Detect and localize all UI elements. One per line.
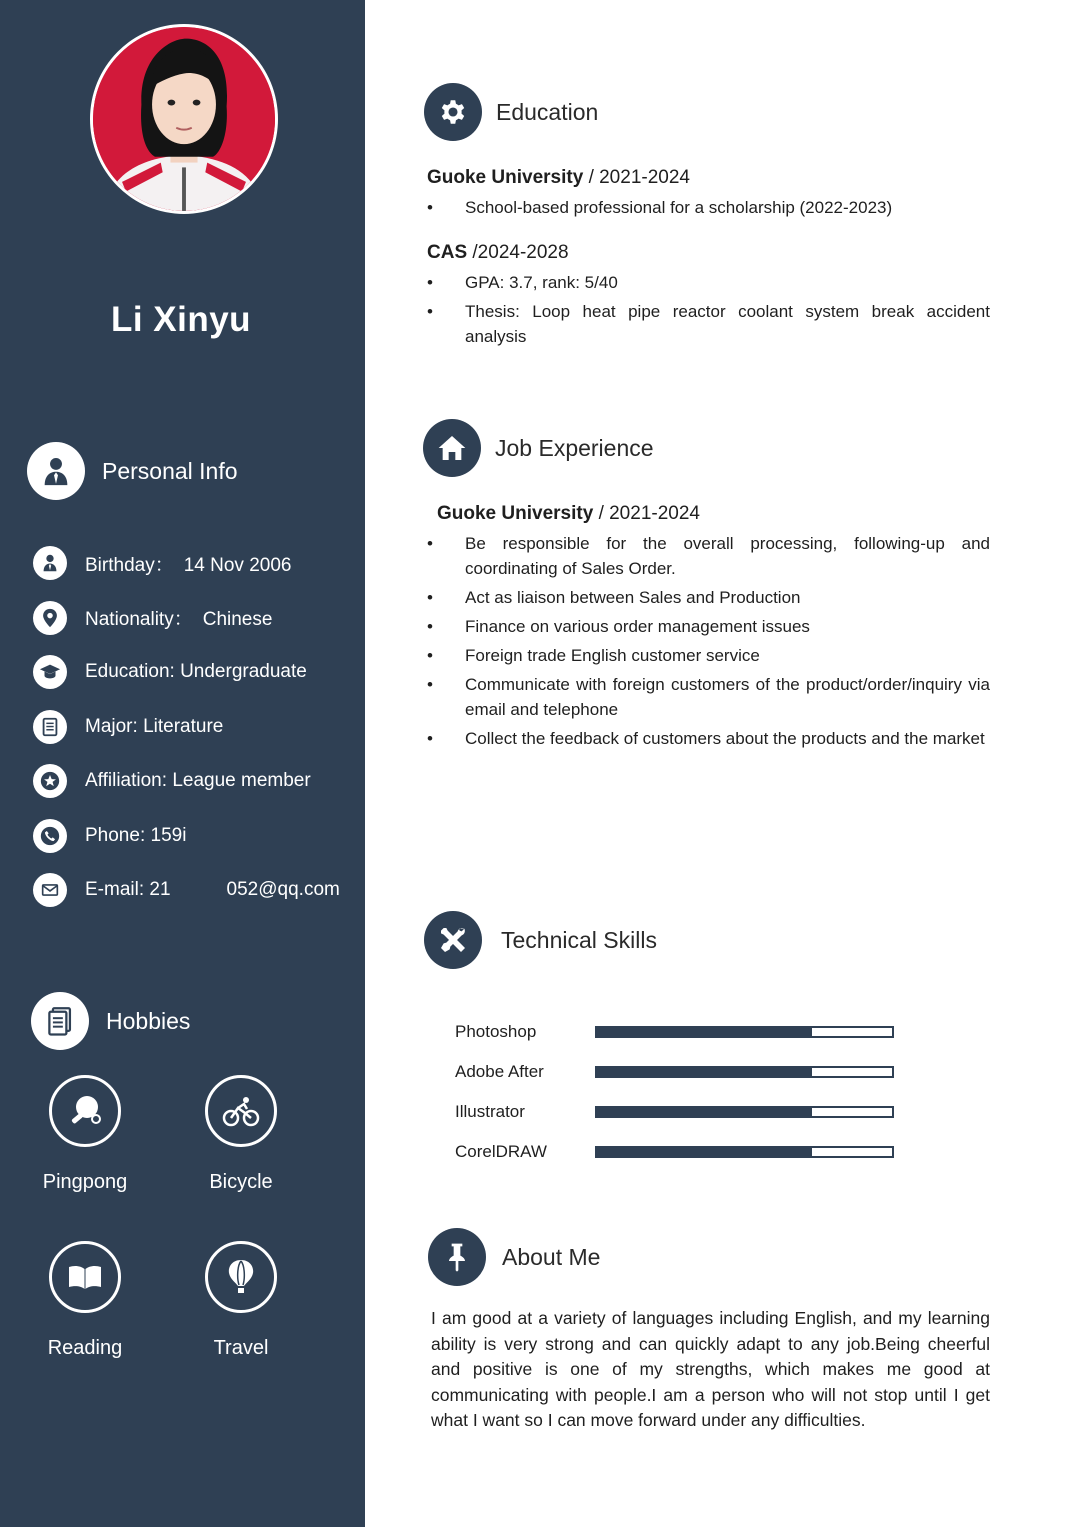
hobby-label: Pingpong [42,1171,128,1193]
bullet-item: • School-based professional for a scholarship (2022-2023) [427,195,990,220]
skill-name: Adobe After [455,1062,544,1081]
info-nationality [33,591,363,646]
skill-row [455,1012,895,1052]
hobby-label: Bicycle [209,1171,273,1193]
info-label: Phone [85,824,140,846]
info-sep: ： [173,609,193,631]
info-value: League member [172,770,311,792]
hobbies-title: Hobbies [106,1007,191,1034]
info-label: Nationality [85,609,174,631]
school-period: /2024-2028 [472,242,569,263]
phone-icon [33,819,67,853]
skill-bar [595,1146,894,1158]
pingpong-icon [49,1075,121,1147]
bullet-item: • Act as liaison between Sales and Production [427,585,990,610]
bullet-item: • Be responsible for the overall processing, following-up and coordinating of Sales Order. [427,531,990,581]
hobby-label: Reading [47,1337,123,1359]
info-major [33,700,363,755]
personal-info-list [33,536,363,918]
info-phone [33,809,363,864]
skill-bar-fill [597,1028,812,1036]
personal-info-header [27,442,238,500]
skill-name: Photoshop [455,1022,537,1041]
bullet-item: • Foreign trade English customer service [427,643,990,668]
hobby-bicycle [181,1075,301,1194]
skill-name: CorelDRAW [455,1142,547,1161]
document-icon [33,710,67,744]
bicycle-icon [205,1075,277,1147]
school-name: Guoke University [427,167,584,188]
education-entry [427,240,990,349]
person-name: Li Xinyu [110,300,252,339]
skills-list [455,1012,895,1172]
info-email [33,863,363,918]
education-title: Education [496,98,599,125]
bullet-item: • Collect the feedback of customers about the products and the market [427,726,990,751]
person-icon [27,442,85,500]
hobby-reading [25,1241,145,1360]
graduation-cap-icon [33,655,67,689]
sidebar [0,0,365,1527]
personal-info-title: Personal Info [102,457,238,484]
education-header [424,83,598,141]
pin-icon [428,1228,486,1286]
hobby-pingpong [25,1075,145,1194]
info-value: 14 Nov 2006 [183,554,292,576]
job-header [423,419,654,477]
info-label: Birthday [85,554,155,576]
location-pin-icon [33,601,67,635]
hobby-travel [181,1241,301,1360]
profile-photo [90,24,278,214]
info-sep: ： [154,554,174,576]
info-value: Chinese [202,609,273,631]
portrait-illustration [93,27,275,211]
info-sep: : [138,879,150,901]
job-title: Job Experience [495,434,654,461]
company-name: Guoke University [437,503,594,524]
bullet-item: • Thesis: Loop heat pipe reactor coolant system break accident analysis [427,299,990,349]
skills-title: Technical Skills [501,926,657,953]
book-icon [49,1241,121,1313]
info-value: Literature [143,715,224,737]
skill-bar [595,1106,894,1118]
info-birthday [33,536,363,591]
skill-bar-fill [597,1108,812,1116]
about-header [428,1228,600,1286]
home-icon [423,419,481,477]
info-sep: : [132,715,144,737]
skill-row [455,1052,895,1092]
skill-bar [595,1066,894,1078]
gear-icon [424,83,482,141]
info-label: Major [85,715,133,737]
info-value-2: 052@qq.com [226,879,340,901]
skill-bar-fill [597,1148,812,1156]
bullet-item: • GPA: 3.7, rank: 5/40 [427,270,990,295]
company-period: / 2021-2024 [598,503,700,524]
document-icon [31,992,89,1050]
skill-bar [595,1026,894,1038]
mail-icon [33,873,67,907]
star-icon [33,764,67,798]
about-text: I am good at a variety of languages including English, and my learning ability is very strong and can quickly adapt to any job.Being cheerful and positive is one of my strengths, which makes me good at communicating with people.I am a person who will not stop until I get what I want so I can move forward under any difficulties. [431,1308,990,1430]
school-name: CAS [427,242,468,263]
info-label: Education [85,661,170,683]
bullet-item: • Finance on various order management issues [427,614,990,639]
balloon-icon [205,1241,277,1313]
info-value: Undergraduate [180,661,307,683]
hobby-label: Travel [213,1337,269,1359]
bullet-item: • Communicate with foreign customers of the product/order/inquiry via email and telephone [427,672,990,722]
info-value: 159i [150,824,187,846]
about-title: About Me [502,1243,601,1270]
skill-name: Illustrator [455,1102,525,1121]
person-icon [33,546,67,580]
info-affiliation [33,754,363,809]
hobbies-header [31,992,190,1050]
info-sep: : [169,661,181,683]
school-period: / 2021-2024 [588,167,690,188]
info-sep: : [139,824,151,846]
info-label: Affiliation [85,770,162,792]
job-entry [427,501,990,751]
info-label: E-mail [85,879,139,901]
skill-bar-fill [597,1068,812,1076]
info-value: 21 [149,879,171,901]
skills-header [424,911,657,969]
education-entry [427,165,990,220]
info-sep: : [161,770,173,792]
skill-row [455,1132,895,1172]
info-education [33,645,363,700]
skill-row [455,1092,895,1132]
tools-icon [424,911,482,969]
